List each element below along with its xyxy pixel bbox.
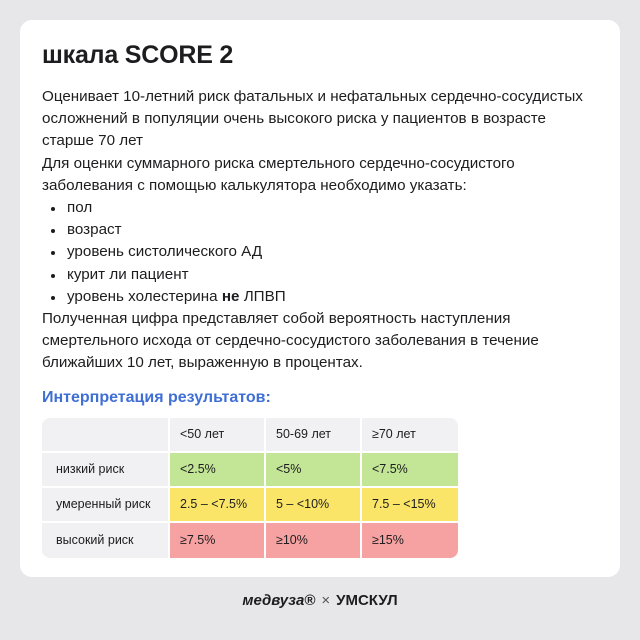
table-header-cell: ≥70 лет	[362, 418, 458, 453]
table-cell-high: ≥10%	[266, 523, 362, 558]
table-row	[42, 523, 458, 558]
brand-separator: ×	[321, 592, 331, 609]
list-item-text: ЛПВП	[239, 287, 286, 305]
table-cell-high: ≥15%	[362, 523, 458, 558]
list-item: уровень систолического АД	[42, 241, 598, 263]
list-item-text: уровень холестерина	[67, 287, 222, 305]
list-item-emphasis: не	[221, 287, 240, 305]
table-cell-low: <7.5%	[362, 453, 458, 488]
description-paragraph-3: Полученная цифра представляет собой вероятность наступления смертельного исхода от сердечно-сосудистого заболевания в течение ближайших 10 лет, выраженную в процентах.	[42, 310, 539, 372]
row-label-moderate-risk: умеренный риск	[42, 488, 170, 523]
table-cell-high: ≥7.5%	[170, 523, 266, 558]
list-item: возраст	[42, 219, 598, 241]
row-label-high-risk: высокий риск	[42, 523, 170, 558]
description-paragraph-1: Оценивает 10-летний риск фатальных и нефатальных сердечно-сосудистых осложнений в популяции очень высокого риска у пациентов в возрасте старше 70 лет	[42, 88, 583, 150]
list-item: курит ли пациент	[42, 264, 598, 286]
results-subtitle: Интерпретация результатов:	[42, 388, 271, 406]
list-item	[42, 286, 598, 308]
table-row	[42, 453, 458, 488]
row-label-low-risk: низкий риск	[42, 453, 170, 488]
table-header-cell: <50 лет	[170, 418, 266, 453]
medvuza-logo: медвуза®	[242, 592, 316, 609]
footer-brands	[0, 592, 640, 609]
risk-table	[42, 418, 458, 558]
info-card	[20, 20, 620, 577]
table-cell-moderate: 7.5 – <15%	[362, 488, 458, 523]
table-cell-low: <5%	[266, 453, 362, 488]
table-header-cell	[42, 418, 170, 453]
page-title: шкала SCORE 2	[42, 41, 234, 69]
table-header-row	[42, 418, 458, 453]
umskul-logo: УМСКУЛ	[336, 592, 398, 609]
parameters-list	[42, 197, 598, 308]
list-item: пол	[42, 197, 598, 219]
table-cell-low: <2.5%	[170, 453, 266, 488]
description-paragraph-2: Для оценки суммарного риска смертельного сердечно-сосудистого заболевания с помощью калькулятора необходимо указать:	[42, 154, 515, 194]
table-cell-moderate: 5 – <10%	[266, 488, 362, 523]
table-header-cell: 50-69 лет	[266, 418, 362, 453]
description	[42, 86, 598, 375]
table-cell-moderate: 2.5 – <7.5%	[170, 488, 266, 523]
table-row	[42, 488, 458, 523]
